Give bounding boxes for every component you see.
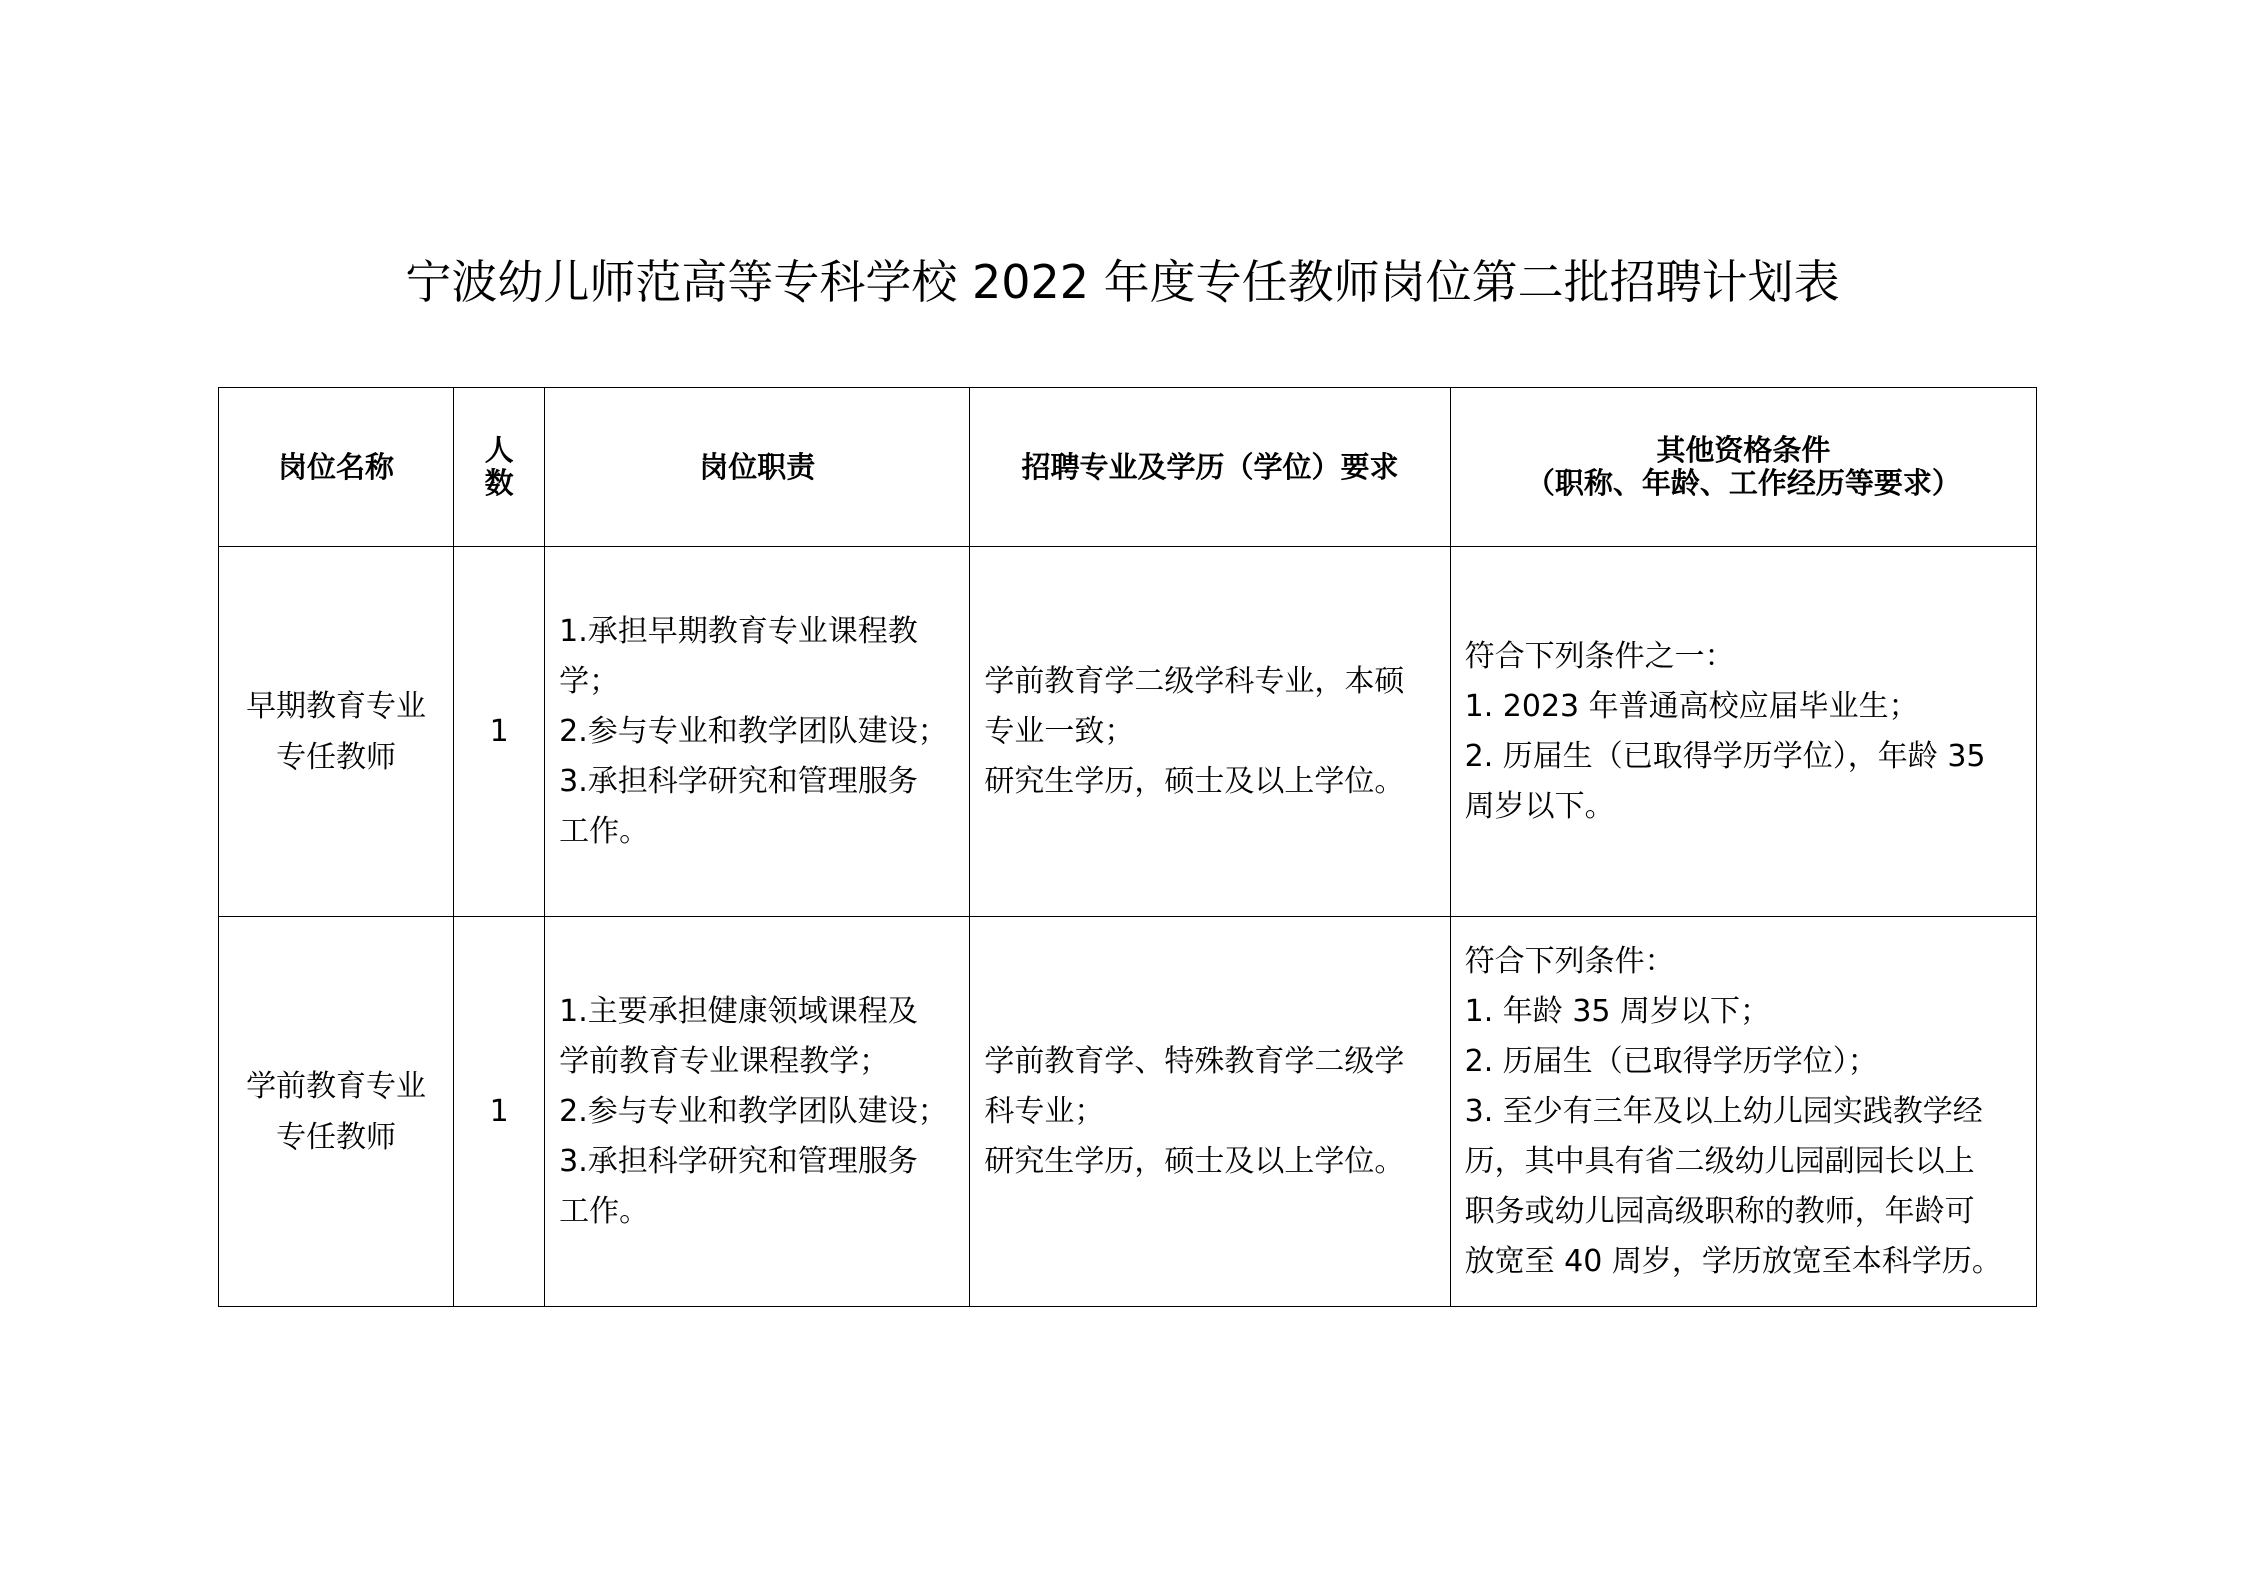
duty-line: 1.承担早期教育专业课程教 — [559, 613, 918, 649]
count-cell: 1 — [454, 547, 545, 917]
requirement-line: 研究生学历，硕士及以上学位。 — [984, 1143, 1405, 1179]
other-conditions-cell — [1450, 547, 2036, 917]
duty-line: 3.承担科学研究和管理服务 — [559, 1143, 918, 1179]
condition-line: 1. 2023 年普通高校应届毕业生； — [1464, 688, 1919, 724]
condition-line: 职务或幼儿园高级职称的教师，年龄可 — [1464, 1193, 1975, 1229]
other-conditions-cell — [1450, 917, 2036, 1307]
header-position: 岗位名称 — [219, 388, 454, 547]
table-header-row — [219, 388, 2037, 547]
position-name-line2: 专任教师 — [276, 1119, 397, 1155]
condition-line: 3. 至少有三年及以上幼儿园实践教学经 — [1464, 1093, 1983, 1129]
requirements-cell — [970, 917, 1450, 1307]
condition-line: 1. 年龄 35 周岁以下； — [1464, 993, 1771, 1029]
requirement-line: 学前教育学二级学科专业，本硕 — [984, 663, 1405, 699]
duty-line: 3.承担科学研究和管理服务 — [559, 763, 918, 799]
condition-line: 2. 历届生（已取得学历学位）； — [1464, 1043, 1878, 1079]
condition-line: 符合下列条件之一： — [1464, 638, 1735, 674]
recruitment-plan-table — [218, 387, 2037, 1307]
duty-line: 2.参与专业和教学团队建设； — [559, 1093, 948, 1129]
header-count — [454, 388, 545, 547]
header-count-line2: 数 — [484, 466, 514, 500]
header-other-line1: 其他资格条件 — [1656, 433, 1831, 467]
condition-line: 周岁以下。 — [1464, 788, 1615, 824]
duty-line: 学； — [559, 663, 620, 699]
header-other-line2: （职称、年龄、工作经历等要求） — [1525, 466, 1961, 500]
position-name-line1: 早期教育专业 — [246, 688, 427, 724]
count-cell: 1 — [454, 917, 545, 1307]
duties-cell — [545, 917, 970, 1307]
duty-line: 工作。 — [559, 1193, 650, 1229]
duty-line: 学前教育专业课程教学； — [559, 1043, 890, 1079]
requirement-line: 研究生学历，硕士及以上学位。 — [984, 763, 1405, 799]
position-name-line1: 学前教育专业 — [246, 1068, 427, 1104]
duty-line: 1.主要承担健康领域课程及 — [559, 993, 918, 1029]
duty-line: 2.参与专业和教学团队建设； — [559, 713, 948, 749]
duty-line: 工作。 — [559, 813, 650, 849]
header-other — [1450, 388, 2036, 547]
header-count-line1: 人 — [484, 433, 514, 467]
requirements-cell — [970, 547, 1450, 917]
position-cell — [219, 917, 454, 1307]
position-cell — [219, 547, 454, 917]
table-row — [219, 547, 2037, 917]
requirement-line: 学前教育学、特殊教育学二级学 — [984, 1043, 1405, 1079]
duties-cell — [545, 547, 970, 917]
requirement-line: 科专业； — [984, 1093, 1105, 1129]
condition-line: 符合下列条件： — [1464, 943, 1675, 979]
requirement-line: 专业一致； — [984, 713, 1135, 749]
condition-line: 2. 历届生（已取得学历学位），年龄 35 — [1464, 738, 1986, 774]
header-duties: 岗位职责 — [545, 388, 970, 547]
condition-line: 放宽至 40 周岁，学历放宽至本科学历。 — [1464, 1243, 2002, 1279]
condition-line: 历，其中具有省二级幼儿园副园长以上 — [1464, 1143, 1975, 1179]
table-row — [219, 917, 2037, 1307]
document-title: 宁波幼儿师范高等专科学校 2022 年度专任教师岗位第二批招聘计划表 — [405, 255, 1840, 309]
position-name-line2: 专任教师 — [276, 739, 397, 775]
header-requirements: 招聘专业及学历（学位）要求 — [970, 388, 1450, 547]
